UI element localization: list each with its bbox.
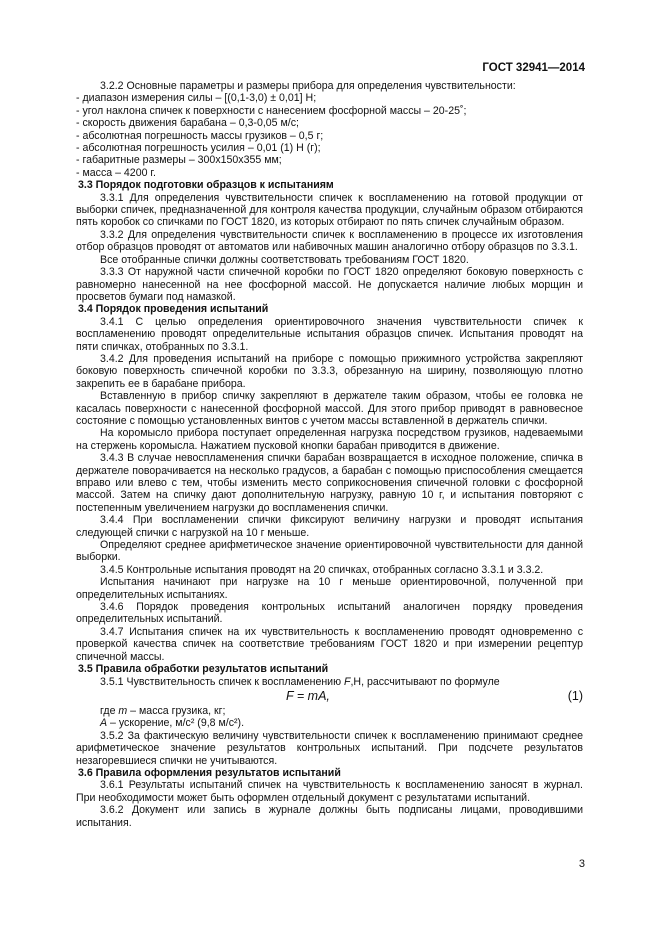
variable-m: m [118,704,128,717]
parameters-list [76,92,583,179]
paragraph-3-4-4: 3.4.4 При воспламенении спички фиксируют величину нагрузки и проводят испытания следующей спички с нагрузкой на 10 г меньше. [76,514,583,539]
where-m-line [76,705,583,717]
paragraph-3-4-7: 3.4.7 Испытания спичек на их чувствительность к воспламенению проводят одновременно с проверкой качества спичек на соответствие требованиям ГОСТ 1820 и при измерении рецептур спичечной массы. [76,625,583,663]
paragraph-3-4-3: 3.4.3 В случае невоспламенения спички барабан возвращается в исходное положение, спичка в держателе поворачивается на несколько градусов, а барабан с помощью приспособления смещается вправо или влево с тем, чтобы изменить место соприкосновения спичечной головки с фосфорной массой. Затем на спичку дают дополнительную нагрузку, равную 10 г, и испытания повторяют с постепенным увеличением нагрузки до воспламенения спички. [76,452,583,514]
where-a-line [76,717,583,729]
paragraph-3-3-3: 3.3.3 От наружной части спичечной коробки по ГОСТ 1820 определяют боковую поверхность с равномерно нанесенной на нее фосфорной массой. Не допускается наличие любых морщин и просветов бумаги под намазкой. [76,266,583,303]
paragraph-3-5-2: 3.5.2 За фактическую величину чувствительности спичек к воспламенению принимают среднее арифметическое значение результатов контрольных испытаний. При подсчете результатов незагоревшиеся спички не учитываются. [76,729,583,767]
paragraph-3-3-1: 3.3.1 Для определения чувствительности спичек к воспламенению на готовой продукции от выборки спичек, предназначенной для контроля качества продукции, случайным образом отбираются пять коробок со спичками по ГОСТ 1820, из которых отбирают по пять спичек случайным образом. [76,191,583,229]
variable-a: A [100,717,108,730]
paragraph-3-6-2: 3.6.2 Документ или запись в журнале должны быть подписаны лицами, проводившими испытания. [76,804,583,829]
paragraph-3-4-5: 3.4.5 Контрольные испытания проводят на 20 спичках, отобранных согласно 3.3.1 и 3.3.2. [100,563,544,576]
paragraph-3-4-4-b: Определяют среднее арифметическое значение ориентировочной чувствительности для данной выборки. [76,539,583,564]
list-item: - угол наклона спичек к поверхности с нанесением фосфорной массы – 20-25˚; [76,104,467,117]
paragraph-3-4-2-c: На коромысло прибора поступает определенная нагрузка посредством грузиков, надеваемыми на стержень коромысла. Нажатием пусковой кнопки барабан приводится в движение. [76,427,583,452]
variable-f: F [344,675,351,688]
paragraph-3-4-2: 3.4.2 Для проведения испытаний на приборе с помощью прижимного устройства закрепляют боковую поверхность спичечной коробки по 3.3.3, обрезанную на ширину, позволяющую плотно закрепить ее в барабане прибора. [76,352,583,390]
document-body [76,80,583,829]
list-item: - скорость движения барабана – 0,3-0,05 м/с; [76,117,299,130]
text-span: 3.5.1 Чувствительность спичек к воспламенению [100,675,344,688]
paragraph-3-4-6: 3.4.6 Порядок проведения контрольных испытаний аналогичен порядку проведения определительных испытаний. [76,601,583,626]
text-span: – ускорение, м/с² (9,8 м/с²). [107,717,245,730]
list-item: - абсолютная погрешность усилия – 0,01 (1) Н (г); [76,142,321,155]
formula-number: (1) [567,688,583,703]
list-item: - абсолютная погрешность массы грузиков – 0,5 г; [76,129,324,142]
paragraph-3-4-1: 3.4.1 С целью определения ориентировочного значения чувствительности спичек к воспламенению проводят определительные испытания образцов спичек. Испытания проводят на пяти спичках, отобранных по 3.3.1. [76,315,583,353]
section-heading-3-6: 3.6 Правила оформления результатов испытаний [78,766,341,779]
section-heading-3-3: 3.3 Порядок подготовки образцов к испытаниям [78,179,334,192]
paragraph-3-3-2-b: Все отобранные спички должны соответствовать требованиям ГОСТ 1820. [100,253,469,266]
formula: F = mA, [286,688,330,703]
list-item: - диапазон измерения силы – [(0,1-3,0) ± 0,01] Н; [76,92,317,105]
paragraph-3-5-1 [76,676,583,688]
text-span: ,Н, рассчитывают по формуле [350,675,500,688]
paragraph-3-4-5-b: Испытания начинают при нагрузке на 10 г меньше ориентировочной, полученной при определительных испытаниях. [76,576,583,601]
list-item: - масса – 4200 г. [76,166,156,179]
text-span: где [100,704,119,717]
text-span: – масса грузика, кг; [127,704,226,717]
section-heading-3-5: 3.5 Правила обработки результатов испытаний [78,663,329,676]
document-header: ГОСТ 32941—2014 [482,62,585,74]
paragraph-3-4-2-b: Вставленную в прибор спичку закрепляют в держателе таким образом, чтобы ее головка не касалась поверхности с нанесенной фосфорной массой. Для этого прибор приводят в равновесное состояние с помощью установленных винтов с учетом массы вставленной в держатель спички. [76,390,583,427]
paragraph-3-6-1: 3.6.1 Результаты испытаний спичек на чувствительность к воспламенению заносят в журнал. При необходимости может быть оформлен отдельный документ с результатами испытаний. [76,779,583,804]
page-number: 3 [578,858,585,870]
paragraph-3-2-2: 3.2.2 Основные параметры и размеры прибора для определения чувствительности: [100,80,516,92]
formula-block [76,689,583,704]
paragraph-3-3-2: 3.3.2 Для определения чувствительности спичек к воспламенению в процессе их изготовления отбор образцов проводят от автоматов или набивочных машин аналогично отбору образцов по 3.3.1. [76,228,583,254]
list-item: - габаритные размеры – 300x150x355 мм; [76,154,282,167]
section-heading-3-4: 3.4 Порядок проведения испытаний [78,303,269,316]
